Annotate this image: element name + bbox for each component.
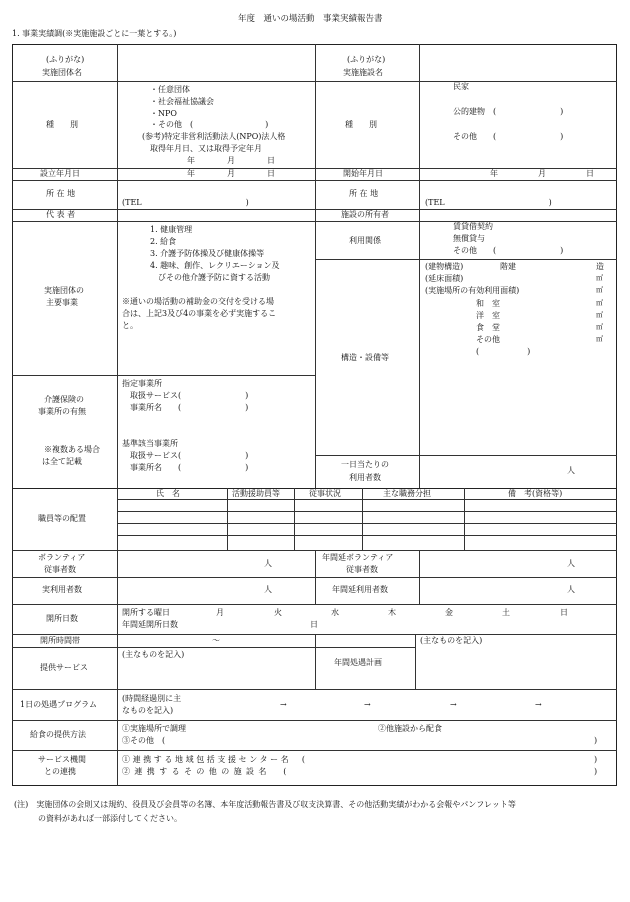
npo-date: 年 月 日: [187, 156, 275, 165]
page-title: 年度 通いの場活動 事業実績報告書: [238, 14, 383, 24]
unit-people: 人: [567, 559, 575, 568]
owner-label: 施設の所有者: [341, 210, 389, 219]
construction-label: 造: [596, 262, 604, 271]
footnote: の資料があれば一部添付してください。: [14, 814, 182, 823]
tel-field-right: (TEL ): [425, 198, 552, 207]
unit-m2: ㎡: [596, 311, 603, 319]
structure-row: (建物構造): [425, 262, 464, 271]
use-option: 賃貸借契約: [453, 222, 493, 231]
annual-days-label: 年間延開所日数: [122, 620, 178, 629]
structure-row: (実施場所の有効利用面積): [425, 286, 520, 295]
footnote: (注) 実施団体の会則又は規約、役員及び会員等の名簿、本年度活動報告書及び収支決算書、その他活動実績がわかる会報やパンフレット等: [14, 800, 516, 809]
annual-users-label: 年間延利用者数: [332, 585, 388, 594]
unit-people: 人: [567, 585, 575, 594]
designated-office-label: 指定事業所: [122, 379, 162, 388]
daily-program-label: 1日の処遇プログラム: [20, 700, 98, 709]
structure-row: (延床面積): [425, 274, 464, 283]
npo-note: 取得年月日、又は取得予定年月: [150, 144, 262, 153]
staff-label: 職員等の配置: [38, 514, 86, 523]
org-type-label: 種 別: [46, 120, 78, 129]
weekday-label: 開所する曜日: [122, 608, 170, 617]
use-option: その他 ( ): [453, 246, 564, 255]
staff-header: 従事状況: [309, 489, 341, 498]
org-type-option: ・任意団体: [150, 85, 190, 94]
meal-option: ③その他 (: [122, 736, 166, 745]
facility-type-option: 民家: [453, 82, 469, 91]
coop-line: ①連携する地域包括支援センター名 (: [122, 755, 308, 764]
weekday: 日: [560, 608, 568, 617]
room-type: 和 室: [476, 299, 500, 308]
meal-option: ①実施場所で調理: [122, 724, 186, 733]
room-type: ( ): [476, 347, 531, 356]
daily-users-label: 利用者数: [349, 473, 381, 482]
arrow-icon: →: [450, 700, 457, 709]
service-field: 取扱サービス( ): [130, 451, 249, 460]
business-item: びその他介護予防に資する活動: [150, 273, 270, 282]
coop-close: ): [594, 755, 598, 764]
use-relation-label: 利用関係: [349, 236, 381, 245]
annual-volunteer-label: 年間延ボランティア: [322, 553, 394, 562]
facility-type-option: 公的建物 ( ): [453, 107, 564, 116]
business-item: 1. 健康管理: [150, 225, 193, 234]
business-item: 3. 介護予防体操及び健康体操等: [150, 249, 265, 258]
tel-field-left: (TEL ): [122, 198, 249, 207]
address-label-left: 所 在 地: [46, 189, 76, 198]
meal-option: ②他施設から配食: [378, 724, 442, 733]
care-note: ※複数ある場合: [44, 445, 100, 454]
coop-label: との連携: [44, 767, 76, 776]
daily-users-label: 一日当たりの: [341, 460, 389, 469]
care-insurance-label: 事業所の有無: [38, 407, 86, 416]
unit-people: 人: [567, 466, 575, 475]
program-note: なものを記入): [122, 706, 174, 715]
coop-close: ): [594, 767, 598, 776]
unit-m2: ㎡: [596, 274, 603, 282]
facility-name-label: 実施施設名: [343, 68, 383, 77]
arrow-icon: →: [280, 700, 287, 709]
furigana-label-right: (ふりがな): [347, 55, 386, 64]
staff-header: 活動援助員等: [232, 489, 280, 498]
coop-label: サービス機関: [38, 755, 86, 764]
meal-close: ): [594, 736, 598, 745]
address-label-right: 所 在 地: [349, 189, 379, 198]
arrow-icon: →: [535, 700, 542, 709]
service-field: 取扱サービス( ): [130, 391, 249, 400]
npo-note: (参考)特定非営利活動法人(NPO)法人格: [142, 132, 286, 141]
org-type-option: ・その他 ( ): [150, 120, 269, 129]
staff-header: 備 考(資格等): [508, 489, 563, 498]
unit-m2: ㎡: [596, 299, 603, 307]
office-name-field: 事業所名 ( ): [130, 463, 249, 472]
org-type-option: ・NPO: [150, 109, 177, 118]
business-item: 2. 給食: [150, 237, 177, 246]
open-days-label: 開所日数: [46, 614, 78, 623]
main-business-label: 主要事業: [46, 298, 78, 307]
room-type: その他: [476, 335, 500, 344]
weekday: 火: [274, 608, 282, 617]
furigana-label-left: (ふりがな): [46, 55, 85, 64]
staff-header: 氏 名: [156, 489, 180, 498]
care-insurance-label: 介護保険の: [44, 395, 84, 404]
care-note: は全て記載: [42, 457, 82, 466]
structure-label: 構造・設備等: [341, 353, 389, 362]
arrow-icon: →: [364, 700, 371, 709]
representative-label: 代 表 者: [46, 210, 76, 219]
weekday: 土: [502, 608, 510, 617]
hours-separator: 〜: [212, 636, 220, 645]
use-option: 無償貸与: [453, 234, 485, 243]
unit-m2: ㎡: [596, 335, 603, 343]
start-date-value: 年 月 日: [490, 169, 594, 178]
open-hours-label: 開所時間帯: [40, 636, 80, 645]
volunteer-label: 従事者数: [44, 565, 76, 574]
staff-header: 主な職務分担: [383, 489, 431, 498]
weekday: 月: [216, 608, 224, 617]
unit-m2: ㎡: [596, 286, 603, 294]
unit-people: 人: [264, 559, 272, 568]
facility-type-label: 種 別: [345, 120, 377, 129]
business-note: 合は、上記3及び4の事業を必ず実施するこ: [122, 309, 277, 318]
room-type: 食 堂: [476, 323, 500, 332]
program-note: (時間経過別に主: [122, 694, 182, 703]
actual-users-label: 実利用者数: [42, 585, 82, 594]
day-unit: 日: [310, 620, 318, 629]
meal-method-label: 給食の提供方法: [30, 730, 86, 739]
floors-label: 階建: [500, 262, 516, 271]
standard-office-label: 基準該当事業所: [122, 439, 178, 448]
est-date-value: 年 月 日: [187, 169, 275, 178]
est-date-label: 設立年月日: [40, 169, 80, 178]
org-name-label: 実施団体名: [42, 68, 82, 77]
unit-m2: ㎡: [596, 323, 603, 331]
facility-type-option: その他 ( ): [453, 132, 564, 141]
weekday: 金: [445, 608, 453, 617]
coop-line: ②連携するその他の施設名 (: [122, 767, 291, 776]
main-business-label: 実施団体の: [44, 286, 84, 295]
services-label: 提供サービス: [40, 663, 88, 672]
annual-volunteer-label: 従事者数: [346, 565, 378, 574]
section-heading: 1. 事業実績調(※実施施設ごとに一葉とする。): [12, 29, 177, 38]
org-type-option: ・社会福祉協議会: [150, 97, 214, 106]
weekday: 水: [331, 608, 339, 617]
business-item: 4. 趣味、創作、レクリエーション及: [150, 261, 280, 270]
annual-plan-note: (主なものを記入): [420, 636, 483, 645]
business-note: と。: [122, 321, 138, 330]
services-note: (主なものを記入): [122, 650, 185, 659]
start-date-label: 開始年月日: [343, 169, 383, 178]
annual-plan-label: 年間処遇計画: [334, 658, 382, 667]
unit-people: 人: [264, 585, 272, 594]
business-note: ※通いの場活動の補助金の交付を受ける場: [122, 297, 274, 306]
weekday: 木: [388, 608, 396, 617]
room-type: 洋 室: [476, 311, 500, 320]
office-name-field: 事業所名 ( ): [130, 403, 249, 412]
volunteer-label: ボランティア: [38, 553, 86, 562]
